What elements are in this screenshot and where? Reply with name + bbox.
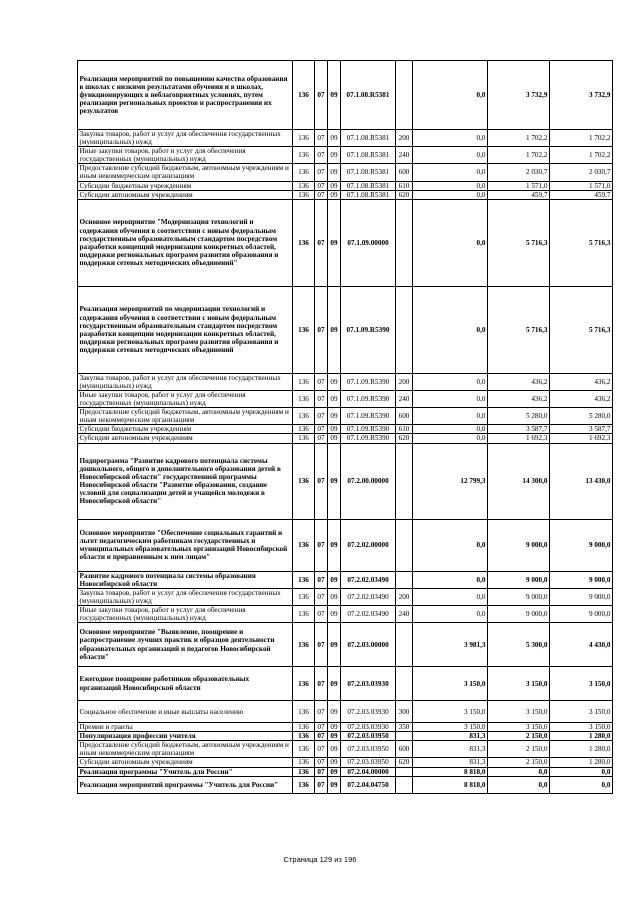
ministry-code: 136 (293, 61, 315, 130)
table-row (78, 623, 613, 667)
section-code: 07 (315, 61, 328, 130)
section-code: 07 (315, 147, 328, 164)
section-code: 07 (315, 390, 328, 407)
subsection-code: 09 (328, 190, 341, 199)
ministry-code: 136 (293, 701, 315, 723)
expense-type-code: 300 (396, 701, 413, 723)
ministry-code: 136 (293, 519, 315, 571)
amount-year-2: 2 150,0 (488, 741, 550, 758)
amount-year-1: 0,0 (413, 425, 488, 434)
ministry-code: 136 (293, 741, 315, 758)
target-article-code: 07.2.00.00000 (341, 443, 396, 519)
table-row (78, 701, 613, 723)
section-code: 07 (315, 623, 328, 667)
table-row (78, 767, 613, 776)
amount-year-3: 3 150,0 (550, 701, 613, 723)
table-row (78, 61, 613, 130)
amount-year-1: 0,0 (413, 434, 488, 443)
amount-year-2: 2 150,0 (488, 758, 550, 767)
table-row (78, 164, 613, 181)
expense-type-code (396, 443, 413, 519)
amount-year-1: 8 818,0 (413, 776, 488, 793)
expense-type-code: 350 (396, 723, 413, 732)
ministry-code: 136 (293, 434, 315, 443)
section-code: 07 (315, 434, 328, 443)
amount-year-2: 0,0 (488, 767, 550, 776)
amount-year-1: 0,0 (413, 181, 488, 190)
amount-year-1: 8 818,0 (413, 767, 488, 776)
expense-type-code: 600 (396, 164, 413, 181)
section-code: 07 (315, 286, 328, 373)
expense-type-code: 620 (396, 758, 413, 767)
amount-year-2: 0,0 (488, 776, 550, 793)
table-row (78, 723, 613, 732)
target-article-code: 07.1.09.00000 (341, 199, 396, 286)
amount-year-3: 5 280,0 (550, 408, 613, 425)
subsection-code: 09 (328, 443, 341, 519)
target-article-code: 07.1.09.R5390 (341, 390, 396, 407)
amount-year-3: 459,7 (550, 190, 613, 199)
expense-type-code (396, 199, 413, 286)
row-name: Реализация программы "Учитель для России" (78, 767, 293, 776)
section-code: 07 (315, 767, 328, 776)
expense-type-code: 240 (396, 147, 413, 164)
amount-year-3: 1 571,0 (550, 181, 613, 190)
target-article-code: 07.2.03.03930 (341, 701, 396, 723)
target-article-code: 07.2.03.03950 (341, 741, 396, 758)
table-row (78, 741, 613, 758)
row-name: Реализация мероприятий по повышению качества образования в школах с низкими результатами обучения и в школах, функционирующих в неблагоприятных условиях, путем реализации региональных проектов и распространения их результатов (78, 61, 293, 130)
row-name: Основное мероприятие "Выявление, поощрение и распространение лучших практик и образцов деятельности образовательных организаций и педагогов Новосибирской области" (78, 623, 293, 667)
amount-year-2: 5 300,0 (488, 623, 550, 667)
subsection-code: 09 (328, 373, 341, 390)
expense-type-code (396, 571, 413, 588)
amount-year-2: 459,7 (488, 190, 550, 199)
row-name: Подпрограмма "Развитие кадрового потенциала системы дошкольного, общего и дополнительного образования детей в Новосибирской области" государственной программы Новосибирской области "Развитие образования, создание условий для социализации детей и учащейся молодежи в Новосибирской области" (78, 443, 293, 519)
ministry-code: 136 (293, 732, 315, 741)
subsection-code: 09 (328, 434, 341, 443)
amount-year-1: 0,0 (413, 408, 488, 425)
expense-type-code: 600 (396, 408, 413, 425)
section-code: 07 (315, 571, 328, 588)
amount-year-3: 9 000,0 (550, 588, 613, 605)
amount-year-1: 0,0 (413, 61, 488, 130)
table-row (78, 408, 613, 425)
row-name: Субсидии бюджетным учреждениям (78, 181, 293, 190)
amount-year-2: 9 000,0 (488, 571, 550, 588)
amount-year-1: 0,0 (413, 390, 488, 407)
section-code: 07 (315, 443, 328, 519)
amount-year-3: 13 430,0 (550, 443, 613, 519)
ministry-code: 136 (293, 767, 315, 776)
amount-year-2: 9 000,0 (488, 588, 550, 605)
amount-year-2: 14 300,0 (488, 443, 550, 519)
expense-type-code: 200 (396, 130, 413, 147)
amount-year-3: 9 000,0 (550, 605, 613, 622)
section-code: 07 (315, 741, 328, 758)
row-name: Закупка товаров, работ и услуг для обеспечения государственных (муниципальных) нужд (78, 130, 293, 147)
section-code: 07 (315, 164, 328, 181)
ministry-code: 136 (293, 588, 315, 605)
subsection-code: 09 (328, 732, 341, 741)
amount-year-1: 0,0 (413, 605, 488, 622)
target-article-code: 07.1.09.R5390 (341, 286, 396, 373)
ministry-code: 136 (293, 776, 315, 793)
expense-type-code: 200 (396, 373, 413, 390)
table-row (78, 190, 613, 199)
target-article-code: 07.1.08.R5381 (341, 61, 396, 130)
amount-year-3: 3 150,0 (550, 667, 613, 701)
subsection-code: 09 (328, 605, 341, 622)
amount-year-2: 9 000,0 (488, 519, 550, 571)
section-code: 07 (315, 776, 328, 793)
amount-year-2: 3 150,0 (488, 701, 550, 723)
table-row (78, 732, 613, 741)
subsection-code: 09 (328, 723, 341, 732)
amount-year-2: 3 150,0 (488, 723, 550, 732)
amount-year-3: 1 692,3 (550, 434, 613, 443)
section-code: 07 (315, 190, 328, 199)
subsection-code: 09 (328, 181, 341, 190)
ministry-code: 136 (293, 286, 315, 373)
table-row (78, 181, 613, 190)
expense-type-code: 200 (396, 588, 413, 605)
amount-year-2: 436,2 (488, 373, 550, 390)
target-article-code: 07.2.02.03490 (341, 571, 396, 588)
target-article-code: 07.2.02.00000 (341, 519, 396, 571)
subsection-code: 09 (328, 776, 341, 793)
target-article-code: 07.1.08.R5381 (341, 164, 396, 181)
section-code: 07 (315, 723, 328, 732)
row-name: Развитие кадрового потенциала системы образования Новосибирской области (78, 571, 293, 588)
amount-year-3: 4 430,0 (550, 623, 613, 667)
expense-type-code (396, 667, 413, 701)
section-code: 07 (315, 199, 328, 286)
section-code: 07 (315, 373, 328, 390)
amount-year-2: 5 716,3 (488, 286, 550, 373)
amount-year-3: 3 587,7 (550, 425, 613, 434)
row-name: Предоставление субсидий бюджетным, автономным учреждениям и иным некоммерческим организациям (78, 741, 293, 758)
table-row (78, 147, 613, 164)
expense-type-code (396, 776, 413, 793)
section-code: 07 (315, 519, 328, 571)
ministry-code: 136 (293, 373, 315, 390)
table-row (78, 667, 613, 701)
section-code: 07 (315, 130, 328, 147)
ministry-code: 136 (293, 408, 315, 425)
ministry-code: 136 (293, 190, 315, 199)
section-code: 07 (315, 425, 328, 434)
ministry-code: 136 (293, 667, 315, 701)
expense-type-code: 620 (396, 434, 413, 443)
target-article-code: 07.2.03.03950 (341, 732, 396, 741)
subsection-code: 09 (328, 130, 341, 147)
amount-year-2: 5 280,0 (488, 408, 550, 425)
row-name: Популяризация профессии учителя (78, 732, 293, 741)
ministry-code: 136 (293, 425, 315, 434)
amount-year-2: 2 030,7 (488, 164, 550, 181)
table-body (78, 61, 613, 794)
subsection-code: 09 (328, 199, 341, 286)
ministry-code: 136 (293, 164, 315, 181)
table-row (78, 390, 613, 407)
target-article-code: 07.1.08.R5381 (341, 147, 396, 164)
row-name: Предоставление субсидий бюджетным, автономным учреждениям и иным некоммерческим организациям (78, 164, 293, 181)
amount-year-3: 3 150,0 (550, 723, 613, 732)
amount-year-3: 436,2 (550, 373, 613, 390)
amount-year-2: 3 732,9 (488, 61, 550, 130)
table-row (78, 425, 613, 434)
row-name: Субсидии автономным учреждениям (78, 434, 293, 443)
expense-type-code (396, 767, 413, 776)
row-name: Ежегодное поощрение работников образовательных организаций Новосибирской области (78, 667, 293, 701)
amount-year-3: 5 716,3 (550, 286, 613, 373)
subsection-code: 09 (328, 425, 341, 434)
table-row (78, 286, 613, 373)
ministry-code: 136 (293, 723, 315, 732)
subsection-code: 09 (328, 623, 341, 667)
table-row (78, 571, 613, 588)
table-row (78, 443, 613, 519)
table-row (78, 605, 613, 622)
amount-year-1: 3 150,0 (413, 701, 488, 723)
row-name: Субсидии бюджетным учреждениям (78, 425, 293, 434)
section-code: 07 (315, 667, 328, 701)
expense-type-code: 610 (396, 181, 413, 190)
subsection-code: 09 (328, 571, 341, 588)
table-row (78, 519, 613, 571)
row-name: Основное мероприятие "Модернизация технологий и содержания обучения в соответствии с новым федеральным государственным образовательным стандартом посредством разработки концепций модернизации конкретных областей, поддержки региональных программ развития образования и поддержки сетевых методических объединений" (78, 199, 293, 286)
table-row (78, 434, 613, 443)
amount-year-3: 9 000,0 (550, 519, 613, 571)
amount-year-1: 0,0 (413, 373, 488, 390)
ministry-code: 136 (293, 147, 315, 164)
amount-year-1: 0,0 (413, 199, 488, 286)
target-article-code: 07.2.04.00000 (341, 767, 396, 776)
subsection-code: 09 (328, 767, 341, 776)
target-article-code: 07.1.08.R5381 (341, 181, 396, 190)
ministry-code: 136 (293, 605, 315, 622)
expense-type-code: 600 (396, 741, 413, 758)
amount-year-3: 436,2 (550, 390, 613, 407)
row-name: Реализация мероприятий программы "Учитель для России" (78, 776, 293, 793)
subsection-code: 09 (328, 164, 341, 181)
target-article-code: 07.1.08.R5381 (341, 190, 396, 199)
section-code: 07 (315, 701, 328, 723)
amount-year-1: 0,0 (413, 286, 488, 373)
amount-year-1: 831,3 (413, 732, 488, 741)
expense-type-code (396, 519, 413, 571)
amount-year-2: 3 150,0 (488, 667, 550, 701)
amount-year-1: 0,0 (413, 588, 488, 605)
subsection-code: 09 (328, 61, 341, 130)
ministry-code: 136 (293, 130, 315, 147)
amount-year-2: 1 692,3 (488, 434, 550, 443)
page-number: Страница 129 из 196 (283, 855, 357, 864)
target-article-code: 07.1.09.R5390 (341, 408, 396, 425)
row-name: Реализация мероприятий по модернизации технологий и содержания обучения в соответствии с новым федеральным государственным образовательным стандартом посредством разработки концепции модернизации конкретных областей, поддержки региональных программ развития образования и поддержки сетевых методических объединений (78, 286, 293, 373)
subsection-code: 09 (328, 286, 341, 373)
amount-year-1: 0,0 (413, 164, 488, 181)
target-article-code: 07.1.09.R5390 (341, 425, 396, 434)
section-code: 07 (315, 605, 328, 622)
ministry-code: 136 (293, 390, 315, 407)
subsection-code: 09 (328, 701, 341, 723)
ministry-code: 136 (293, 181, 315, 190)
amount-year-3: 1 702,2 (550, 130, 613, 147)
table-row (78, 199, 613, 286)
amount-year-1: 0,0 (413, 147, 488, 164)
amount-year-3: 5 716,3 (550, 199, 613, 286)
ministry-code: 136 (293, 571, 315, 588)
amount-year-2: 5 716,3 (488, 199, 550, 286)
amount-year-3: 1 702,2 (550, 147, 613, 164)
subsection-code: 09 (328, 147, 341, 164)
amount-year-1: 3 981,3 (413, 623, 488, 667)
amount-year-3: 9 000,0 (550, 571, 613, 588)
row-name: Закупка товаров, работ и услуг для обеспечения государственных (муниципальных) нужд (78, 373, 293, 390)
expense-type-code (396, 623, 413, 667)
amount-year-2: 1 702,2 (488, 147, 550, 164)
target-article-code: 07.2.03.03930 (341, 723, 396, 732)
section-code: 07 (315, 732, 328, 741)
expense-type-code (396, 61, 413, 130)
row-name: Закупка товаров, работ и услуг для обеспечения государственных (муниципальных) нужд (78, 588, 293, 605)
amount-year-1: 0,0 (413, 519, 488, 571)
row-name: Иные закупки товаров, работ и услуг для обеспечения государственных (муниципальных) нужд (78, 390, 293, 407)
amount-year-3: 0,0 (550, 776, 613, 793)
target-article-code: 07.2.03.00000 (341, 623, 396, 667)
expense-type-code (396, 732, 413, 741)
amount-year-3: 3 732,9 (550, 61, 613, 130)
amount-year-1: 831,3 (413, 758, 488, 767)
section-code: 07 (315, 408, 328, 425)
amount-year-1: 831,3 (413, 741, 488, 758)
subsection-code: 09 (328, 519, 341, 571)
row-name: Предоставление субсидий бюджетным, автономным учреждениям и иным некоммерческим организациям (78, 408, 293, 425)
amount-year-1: 3 150,0 (413, 723, 488, 732)
row-name: Основное мероприятие "Обеспечение социальных гарантий и льгот педагогическим работникам государственных и муниципальных образовательных организаций Новосибирской области и приравненным к ним лицам" (78, 519, 293, 571)
row-name: Социальное обеспечение и иные выплаты населению (78, 701, 293, 723)
amount-year-2: 436,2 (488, 390, 550, 407)
target-article-code: 07.1.08.R5381 (341, 130, 396, 147)
target-article-code: 07.2.03.03930 (341, 667, 396, 701)
amount-year-3: 1 280,0 (550, 741, 613, 758)
row-name: Субсидии автономным учреждениям (78, 190, 293, 199)
subsection-code: 09 (328, 667, 341, 701)
subsection-code: 09 (328, 758, 341, 767)
expense-type-code: 610 (396, 425, 413, 434)
section-code: 07 (315, 181, 328, 190)
row-name: Иные закупки товаров, работ и услуг для обеспечения государственных (муниципальных) нужд (78, 147, 293, 164)
table-row (78, 373, 613, 390)
expense-type-code: 240 (396, 390, 413, 407)
amount-year-2: 1 702,2 (488, 130, 550, 147)
subsection-code: 09 (328, 588, 341, 605)
amount-year-2: 2 150,0 (488, 732, 550, 741)
target-article-code: 07.2.04.04750 (341, 776, 396, 793)
amount-year-3: 2 030,7 (550, 164, 613, 181)
budget-table (77, 60, 613, 794)
section-code: 07 (315, 758, 328, 767)
target-article-code: 07.1.09.R5390 (341, 434, 396, 443)
row-name: Иные закупки товаров, работ и услуг для обеспечения государственных (муниципальных) нужд (78, 605, 293, 622)
subsection-code: 09 (328, 741, 341, 758)
row-name: Субсидии автономным учреждениям (78, 758, 293, 767)
expense-type-code: 240 (396, 605, 413, 622)
amount-year-1: 0,0 (413, 130, 488, 147)
expense-type-code (396, 286, 413, 373)
amount-year-1: 0,0 (413, 571, 488, 588)
ministry-code: 136 (293, 443, 315, 519)
expense-type-code: 620 (396, 190, 413, 199)
amount-year-2: 1 571,0 (488, 181, 550, 190)
target-article-code: 07.2.03.03950 (341, 758, 396, 767)
table-row (78, 758, 613, 767)
ministry-code: 136 (293, 758, 315, 767)
row-name: Премии и гранты (78, 723, 293, 732)
amount-year-3: 0,0 (550, 767, 613, 776)
table-row (78, 776, 613, 793)
table-row (78, 130, 613, 147)
amount-year-1: 0,0 (413, 190, 488, 199)
table-row (78, 588, 613, 605)
ministry-code: 136 (293, 199, 315, 286)
subsection-code: 09 (328, 390, 341, 407)
section-code: 07 (315, 588, 328, 605)
amount-year-3: 1 280,0 (550, 758, 613, 767)
amount-year-1: 12 799,3 (413, 443, 488, 519)
target-article-code: 07.2.02.03490 (341, 588, 396, 605)
amount-year-3: 1 280,0 (550, 732, 613, 741)
subsection-code: 09 (328, 408, 341, 425)
target-article-code: 07.2.02.03490 (341, 605, 396, 622)
target-article-code: 07.1.09.R5390 (341, 373, 396, 390)
ministry-code: 136 (293, 623, 315, 667)
amount-year-1: 3 150,0 (413, 667, 488, 701)
amount-year-2: 9 000,0 (488, 605, 550, 622)
amount-year-2: 3 587,7 (488, 425, 550, 434)
